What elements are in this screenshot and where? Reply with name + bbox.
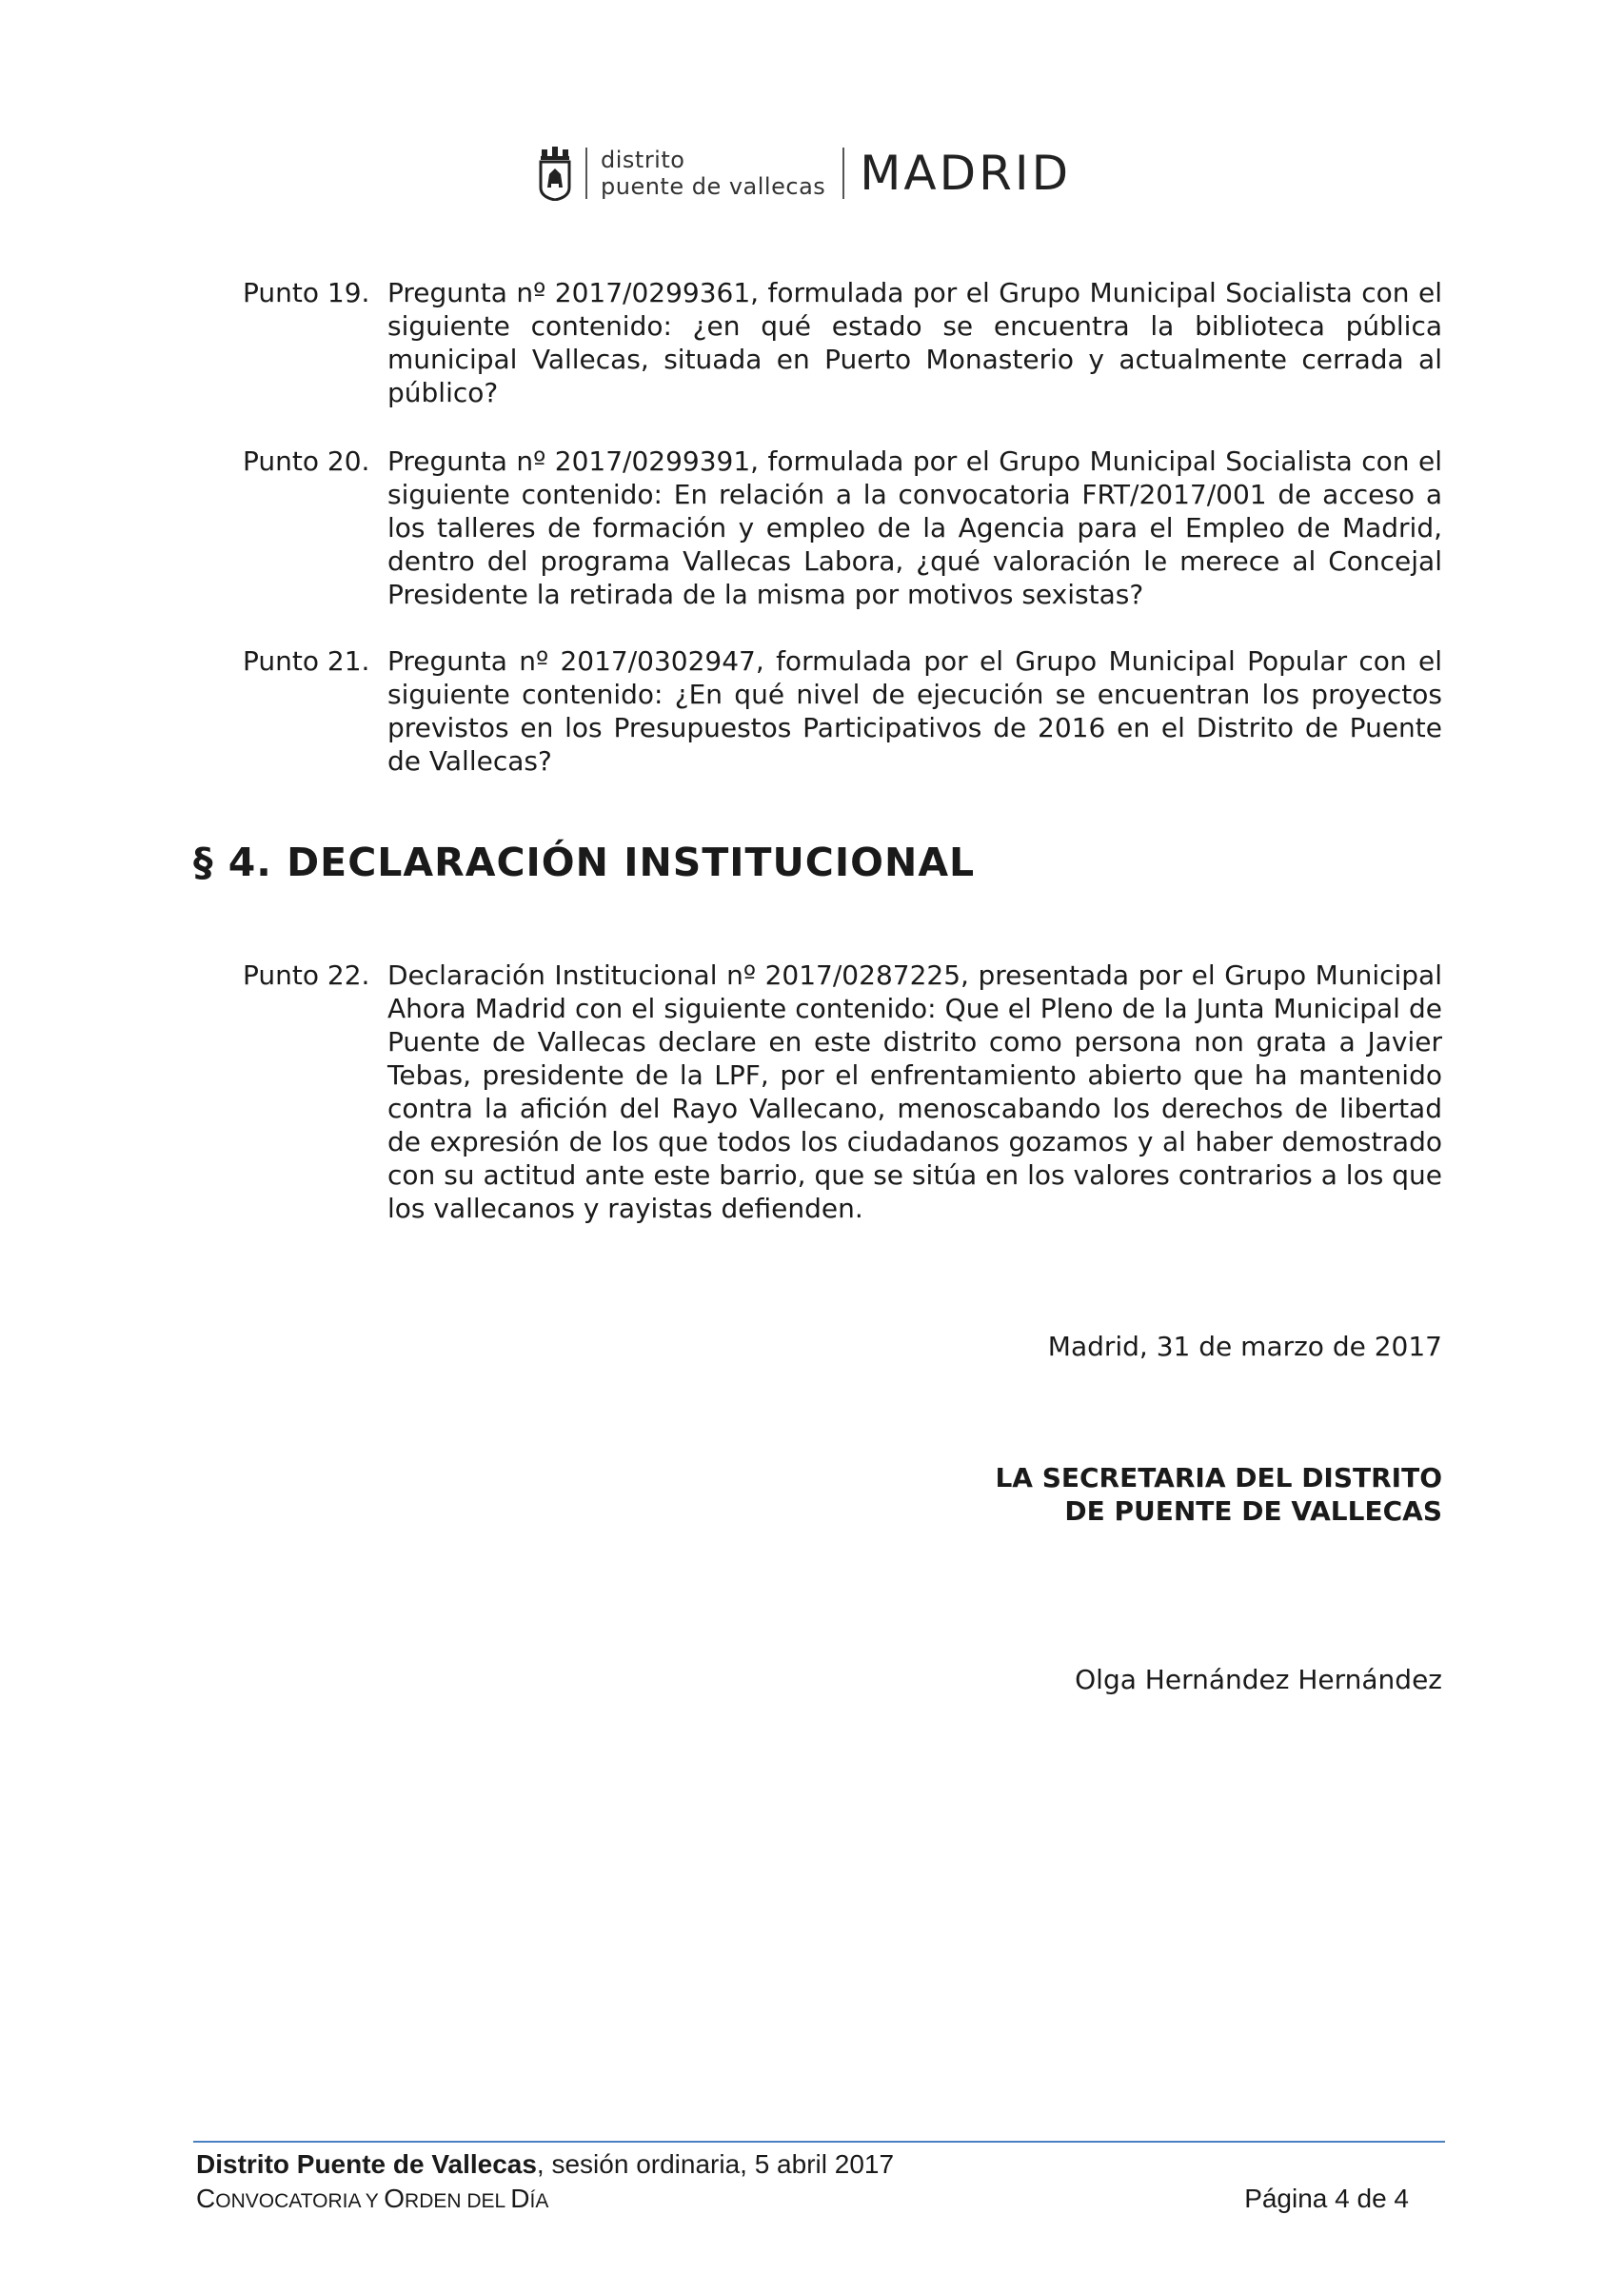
signatory-title — [995, 1461, 1442, 1528]
header-divider — [842, 148, 844, 199]
footer-doc-part: ONVOCATORIA Y — [215, 2190, 385, 2212]
agenda-item-label: Punto 22. — [243, 959, 370, 991]
agenda-item-label: Punto 21. — [243, 645, 370, 677]
signatory-name: Olga Hernández Hernández — [1075, 1664, 1442, 1695]
agenda-item-label: Punto 20. — [243, 445, 370, 477]
district-line1: distrito — [601, 147, 685, 173]
page-header — [538, 143, 1071, 204]
agenda-item-label: Punto 19. — [243, 277, 370, 308]
footer-session-text: , sesión ordinaria, 5 abril 2017 — [536, 2149, 895, 2179]
section-heading: § 4. DECLARACIÓN INSTITUCIONAL — [193, 840, 976, 885]
agenda-item — [243, 276, 1442, 409]
district-name — [601, 147, 825, 200]
agenda-item-text: Pregunta nº 2017/0299391, formulada por el Grupo Municipal Socialista con el siguiente contenido: En relación a la convocatoria FRT/2017/001 de acceso a los talleres de formación y empleo de la Agencia para el Empleo de Madrid, dentro del programa Vallecas Labora, ¿qué valoración le merece al Concejal Presidente la retirada de la misma por motivos sexistas? — [387, 445, 1442, 610]
footer-doc-part: D — [510, 2184, 530, 2213]
agenda-item — [243, 644, 1442, 778]
footer-district: Distrito Puente de Vallecas — [196, 2149, 537, 2179]
signatory-title-line2: DE PUENTE DE VALLECAS — [1064, 1495, 1442, 1527]
footer-doc-part: C — [196, 2184, 216, 2213]
madrid-crest-icon — [538, 146, 572, 201]
signatory-title-line1: LA SECRETARIA DEL DISTRITO — [995, 1462, 1442, 1493]
district-line2: puente de vallecas — [601, 173, 826, 200]
agenda-item-text: Pregunta nº 2017/0299361, formulada por el Grupo Municipal Socialista con el siguiente contenido: ¿en qué estado se encuentra la biblioteca pública municipal Vallecas, situada en Puerto Monasterio y actualmente cerrada al público? — [387, 277, 1442, 408]
footer-doc-part: O — [384, 2184, 406, 2213]
footer-doc-part: ÍA — [529, 2190, 549, 2212]
footer-rule — [193, 2141, 1445, 2143]
header-divider — [585, 148, 587, 199]
footer-document-type — [196, 2184, 548, 2214]
agenda-item — [243, 959, 1442, 1225]
city-name: MADRID — [860, 146, 1072, 201]
page-number: Página 4 de 4 — [1244, 2184, 1409, 2213]
footer-session — [196, 2149, 894, 2180]
document-date: Madrid, 31 de marzo de 2017 — [1047, 1331, 1442, 1362]
agenda-item-text: Pregunta nº 2017/0302947, formulada por el Grupo Municipal Popular con el siguiente contenido: ¿En qué nivel de ejecución se encuentran los proyectos previstos en los Presupuestos Participativos de 2016 en el Distrito de Puente de Vallecas? — [387, 645, 1442, 777]
agenda-item-text: Declaración Institucional nº 2017/0287225, presentada por el Grupo Municipal Ahora Madrid con el siguiente contenido: Que el Pleno de la Junta Municipal de Puente de Vallecas declare en este distrito como persona non grata a Javier Tebas, presidente de la LPF, por el enfrentamiento abierto que ha mantenido contra la afición del Rayo Vallecano, menoscabando los derechos de libertad de expresión de los que todos los ciudadanos gozamos y al haber demostrado con su actitud ante este barrio, que se sitúa en los valores contrarios a los que los vallecanos y rayistas defienden. — [387, 959, 1442, 1224]
footer-doc-part: RDEN DEL — [405, 2190, 511, 2212]
agenda-item — [243, 445, 1442, 611]
